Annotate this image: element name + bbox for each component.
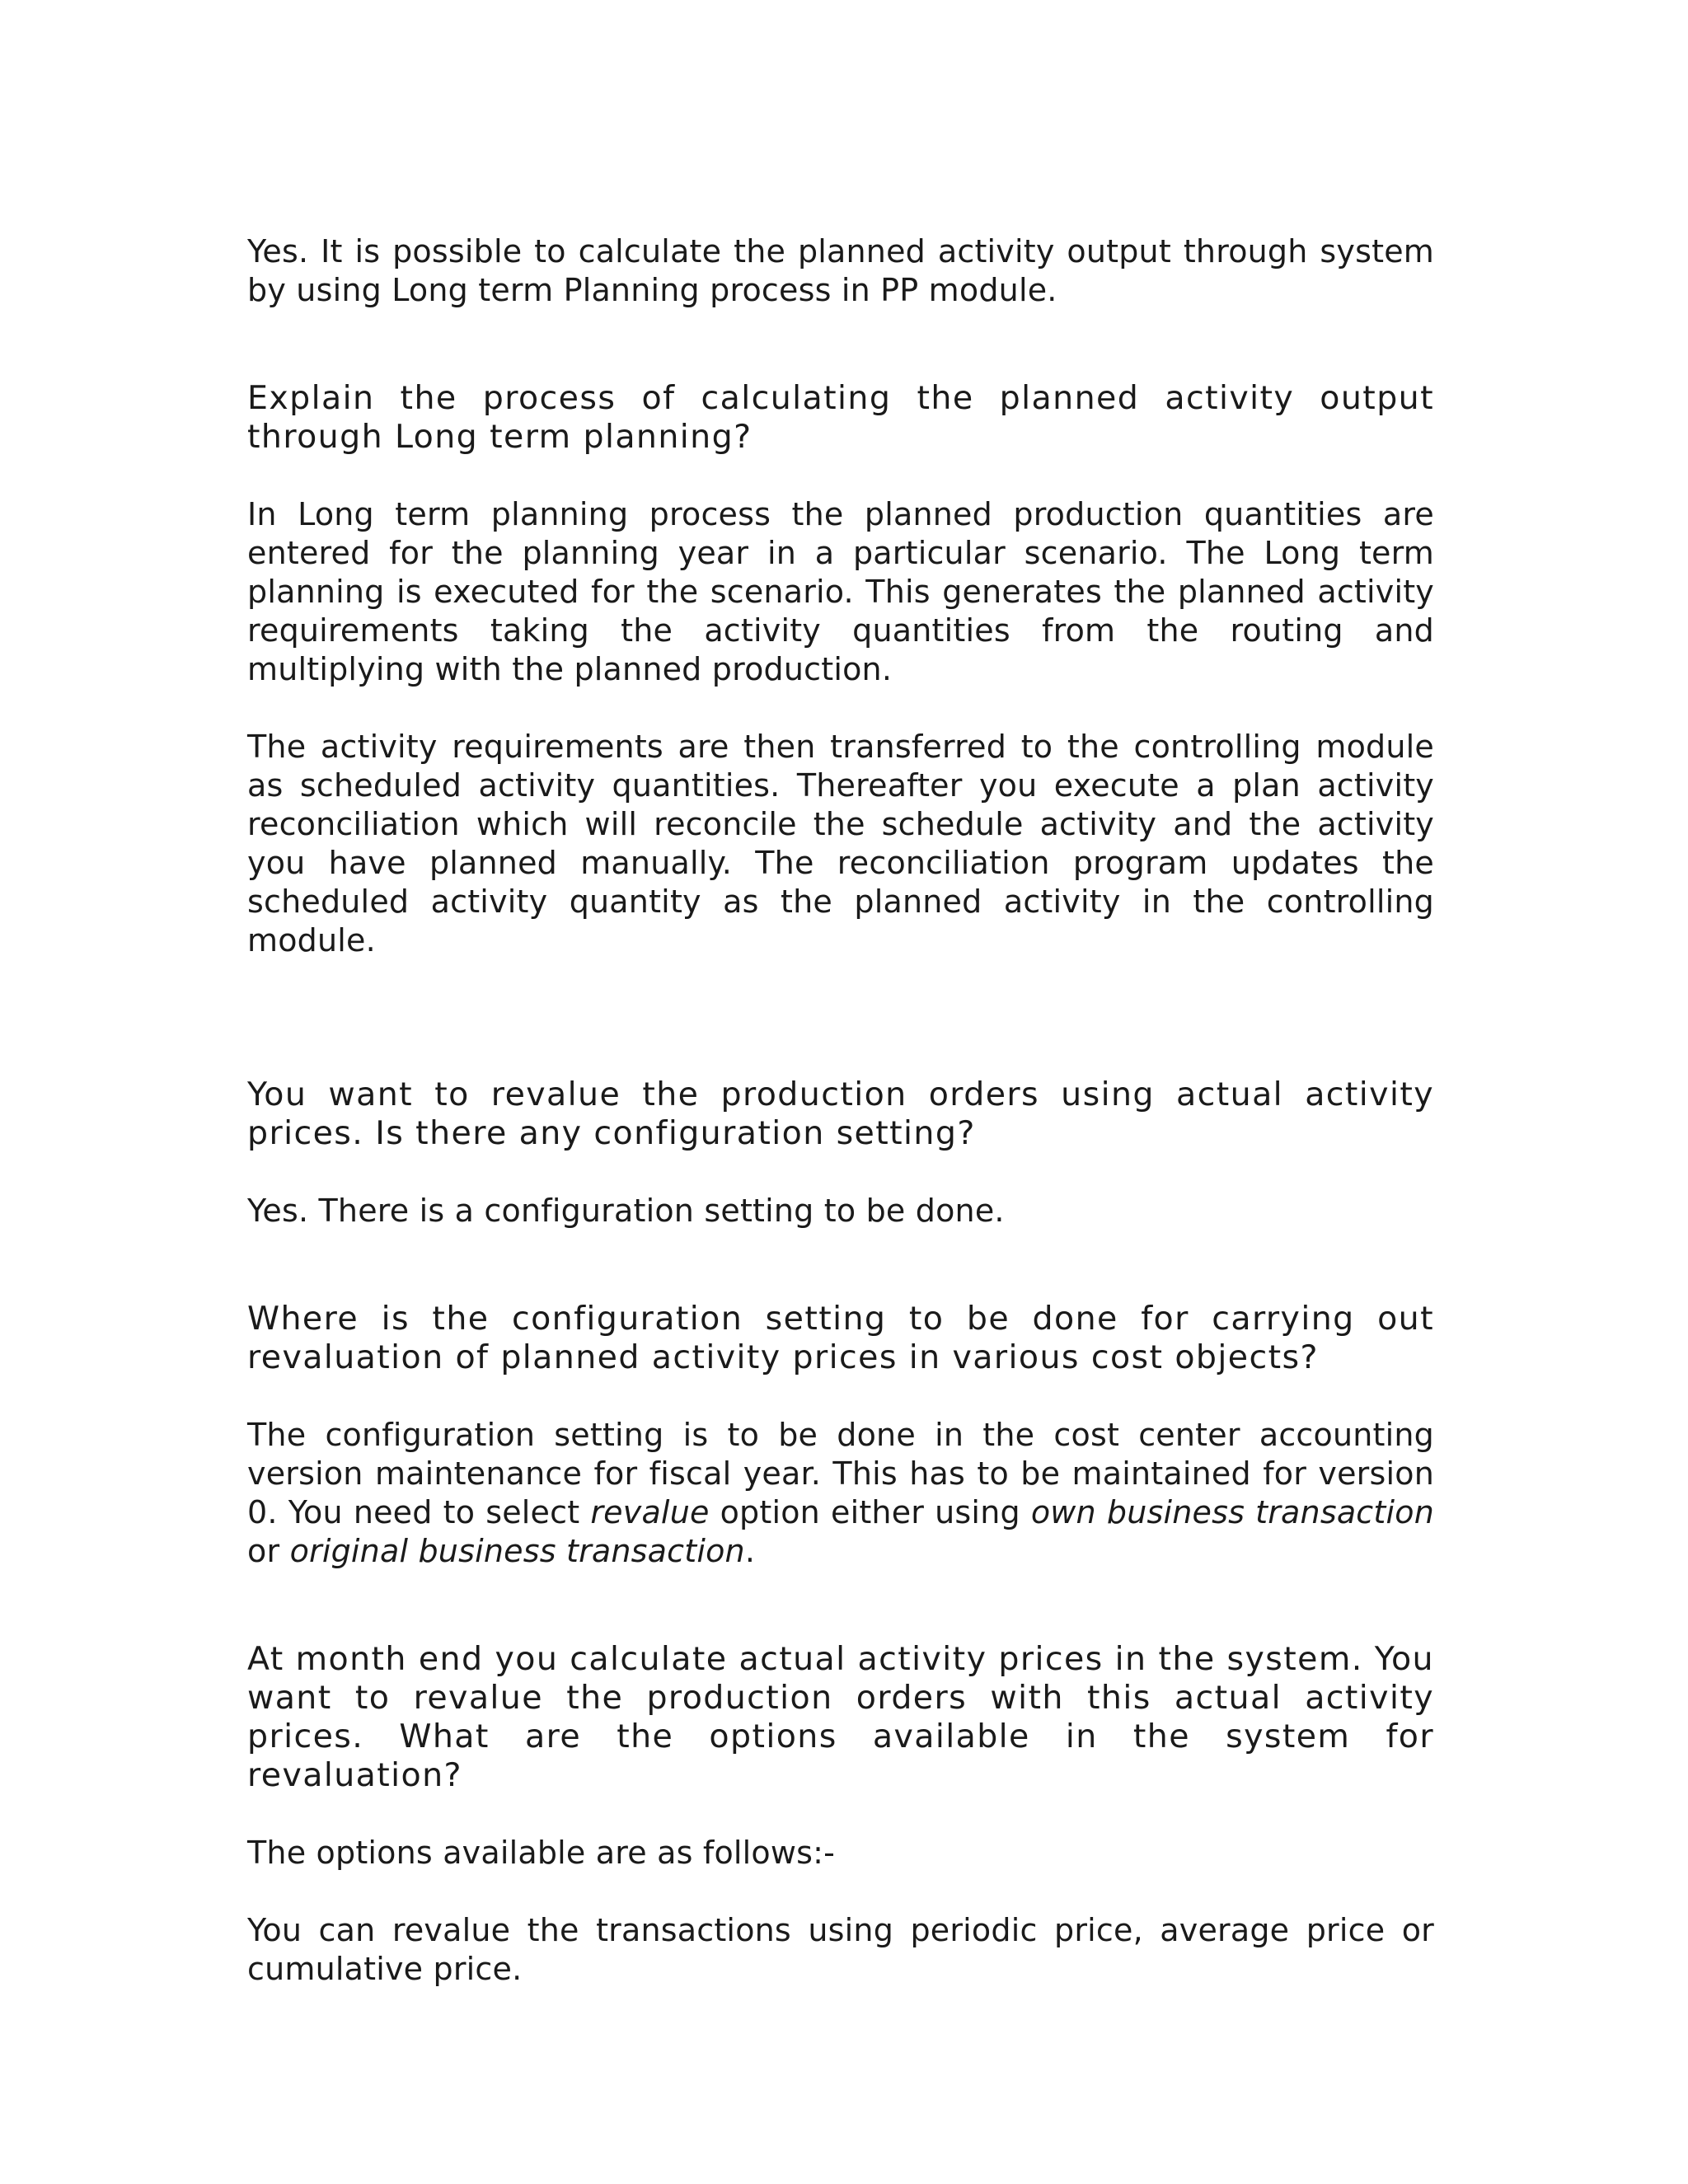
- answer-paragraph: In Long term planning process the planned production quantities are entered for the planning year in a particular scenario. The Long term planning is executed for the scenario. This generates the planned activity requirements taking the activity quantities from the routing and multiplying with the planned production.: [247, 496, 1434, 687]
- question-heading: At month end you calculate actual activity prices in the system. You want to revalue the production orders with this actual activity prices. What are the options available in the system for revaluation?: [247, 1640, 1434, 1794]
- emphasis-text: original business transaction: [289, 1533, 745, 1569]
- question-heading: Where is the configuration setting to be done for carrying out revaluation of planned activity prices in various cost objects?: [247, 1300, 1434, 1376]
- question-heading: Explain the process of calculating the planned activity output through Long term planning?: [247, 379, 1434, 456]
- answer-paragraph: [247, 1416, 1434, 1571]
- question-heading: You want to revalue the production orders using actual activity prices. Is there any configuration setting?: [247, 1076, 1434, 1152]
- answer-text: or: [247, 1533, 290, 1569]
- answer-paragraph: Yes. There is a configuration setting to be done.: [247, 1193, 1005, 1229]
- answer-text: The configuration setting is to be done in the cost center accounting version maintenance for fiscal year. This has to be maintained for version 0. You need to select: [247, 1417, 1434, 1530]
- answer-paragraph: You can revalue the transactions using periodic price, average price or cumulative price.: [247, 1912, 1434, 1987]
- answer-text: option either using: [709, 1494, 1031, 1530]
- answer-paragraph: The activity requirements are then transferred to the controlling module as scheduled activity quantities. Thereafter you execute a plan activity reconciliation which will reconcile the schedule activity and the activity you have planned manually. The reconciliation program updates the scheduled activity quantity as the planned activity in the controlling module.: [247, 729, 1434, 958]
- emphasis-text: own business transaction: [1030, 1494, 1434, 1530]
- answer-paragraph: Yes. It is possible to calculate the planned activity output through system by using Long term Planning process in PP module.: [247, 233, 1434, 308]
- document-page: [247, 232, 1434, 1989]
- answer-paragraph: The options available are as follows:-: [247, 1835, 836, 1871]
- emphasis-text: revalue: [590, 1494, 710, 1530]
- answer-text: .: [744, 1533, 756, 1569]
